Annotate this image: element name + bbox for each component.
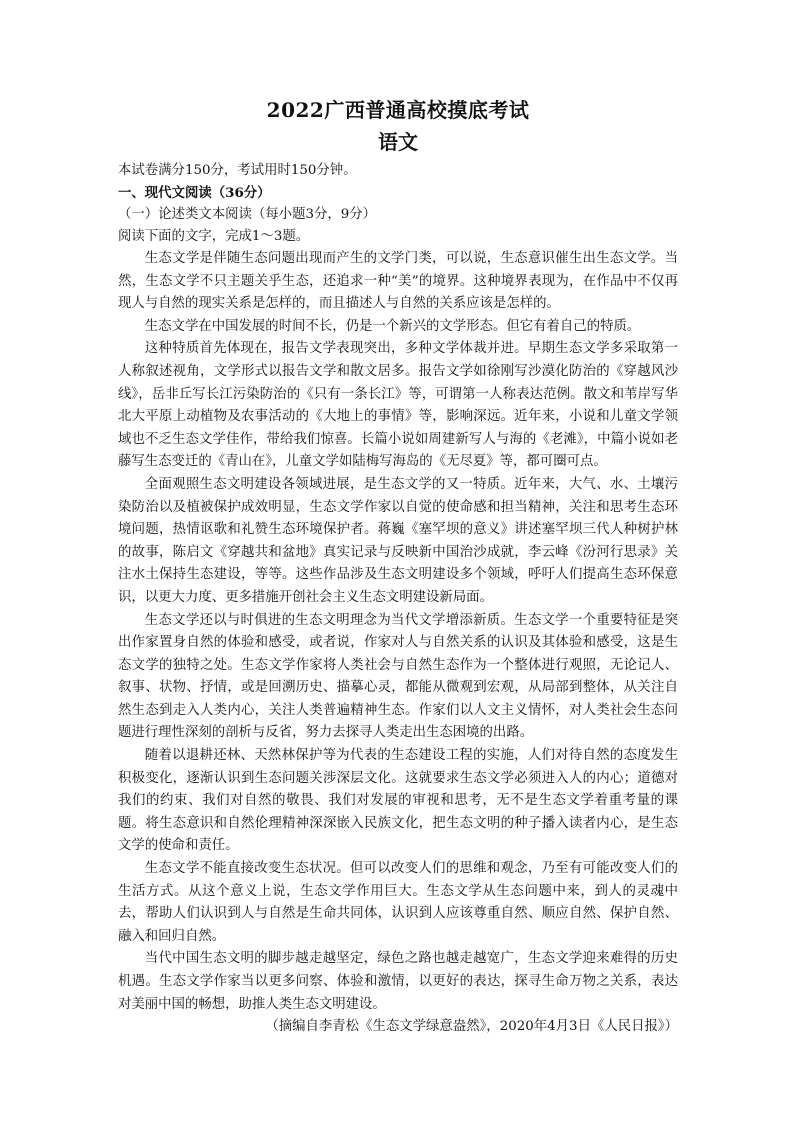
reading-instruction: 阅读下面的文字，完成1～3题。 [118,229,310,244]
subsection-heading: （一）论述类文本阅读（每小题3分，9分） [118,207,377,222]
paragraph-8: 当代中国生态文明的脚步越走越坚定，绿色之路也越走越宽广，生态文学迎来难得的历史机遇。生态文学作家当以更多问察、体验和激情，以更好的表达，探寻生命万物之关系，表达对美丽中国的畅想，助推人类生态文明建设。 [118,951,678,1012]
paragraph-7: 生态文学不能直接改变生态状况。但可以改变人们的思维和观念，乃至有可能改变人们的生活方式。从这个意义上说，生态文学作用巨大。生态文学从生态问题中来，到人的灵魂中去，帮助人们认识到人与自然是生命共同体，认识到人应该尊重自然、顺应自然、保护自然、融入和回归自然。 [118,861,678,944]
source-citation: （摘编自李青松《生态文学绿意盎然》，2020年4月3日《人民日报》） [265,1019,678,1035]
paragraph-1: 生态文学是伴随生态问题出现而产生的文学门类，可以说，生态意识催生出生态文学。当然，生态文学不只主题关乎生态，还追求一种“美”的境界。这种境界表现为，在作品中不仅再现人与自然的现实关系是怎样的，而且描述人与自然的关系应该是怎样的。 [118,251,678,312]
section-heading: 一、现代文阅读（36分） [118,185,271,201]
exam-intro: 本试卷满分150分，考试用时150分钟。 [118,163,357,178]
paragraph-5: 生态文学还以与时俱进的生态文明理念为当代文学增添新质。生态文学一个重要特征是突出作家置身自然的体验和感受，或者说，作家对人与自然关系的认识及其体验和感受，这是生态文学的独特之处。生态文学作家将人类社会与自然生态作为一个整体进行观照，无论记人、叙事、状物、抒情，或是回溯历史、描摹心灵，都能从微观到宏观，从局部到整体，从关注自然生态到走入人类内心，关注人类普遍精神生态。作家们以人文主义情怀，对人类社会生态问题进行理性深刻的剖析与反省，努力去探寻人类走出生态困境的出路。 [118,612,678,741]
subject-title: 语文 [378,130,418,154]
exam-title: 2022广西普通高校摸底考试 [266,98,530,122]
paragraph-3: 这种特质首先体现在，报告文学表现突出，多种文学体裁并进。早期生态文学多采取第一人称叙述视角，文学形式以报告文学和散文居多。报告文学如徐刚写沙漠化防治的《穿越风沙线》，岳非丘写长江污染防治的《只有一条长江》等，可谓第一人称表达范例。散文和苇岸写华北大平原上动植物及农事活动的《大地上的事情》等，影响深远。近年来，小说和儿童文学领域也不乏生态文学佳作，带给我们惊喜。长篇小说如周建新写人与海的《老滩》，中篇小说如老藤写生态变迁的《青山在》，儿童文学如陆梅写海岛的《无尽夏》等，都可圈可点。 [118,341,678,470]
paragraph-6: 随着以退耕还林、天然林保护等为代表的生态建设工程的实施，人们对待自然的态度发生积极变化，逐渐认识到生态问题关涉深层文化。这就要求生态文学必须进入人的内心；道德对我们的约束、我们对自然的敬畏、我们对发展的审视和思考，无不是生态文学着重考量的课题。将生态意识和自然伦理精神深深嵌入民族文化，把生态文明的种子播入读者内心，是生态文学的使命和责任。 [118,748,678,854]
paragraph-2: 生态文学在中国发展的时间不长，仍是一个新兴的文学形态。但它有着自己的特质。 [144,318,641,334]
paragraph-4: 全面观照生态文明建设各领域进展，是生态文学的又一特质。近年来，大气、水、土壤污染防治以及植被保护成效明显，生态文学作家以自觉的使命感和担当精神，关注和思考生态环境问题，热情讴歌和礼赞生态环境保护者。蒋巍《塞罕坝的意义》讲述塞罕坝三代人种树护林的故事，陈启文《穿越共和盆地》真实记录与反映新中国治沙成就，李云峰《汾河行思录》关注水土保持生态建设，等等。这些作品涉及生态文明建设多个领域，呼吁人们提高生态环保意识，以更大力度、更多措施开创社会主义生态文明建设新局面。 [118,476,678,605]
